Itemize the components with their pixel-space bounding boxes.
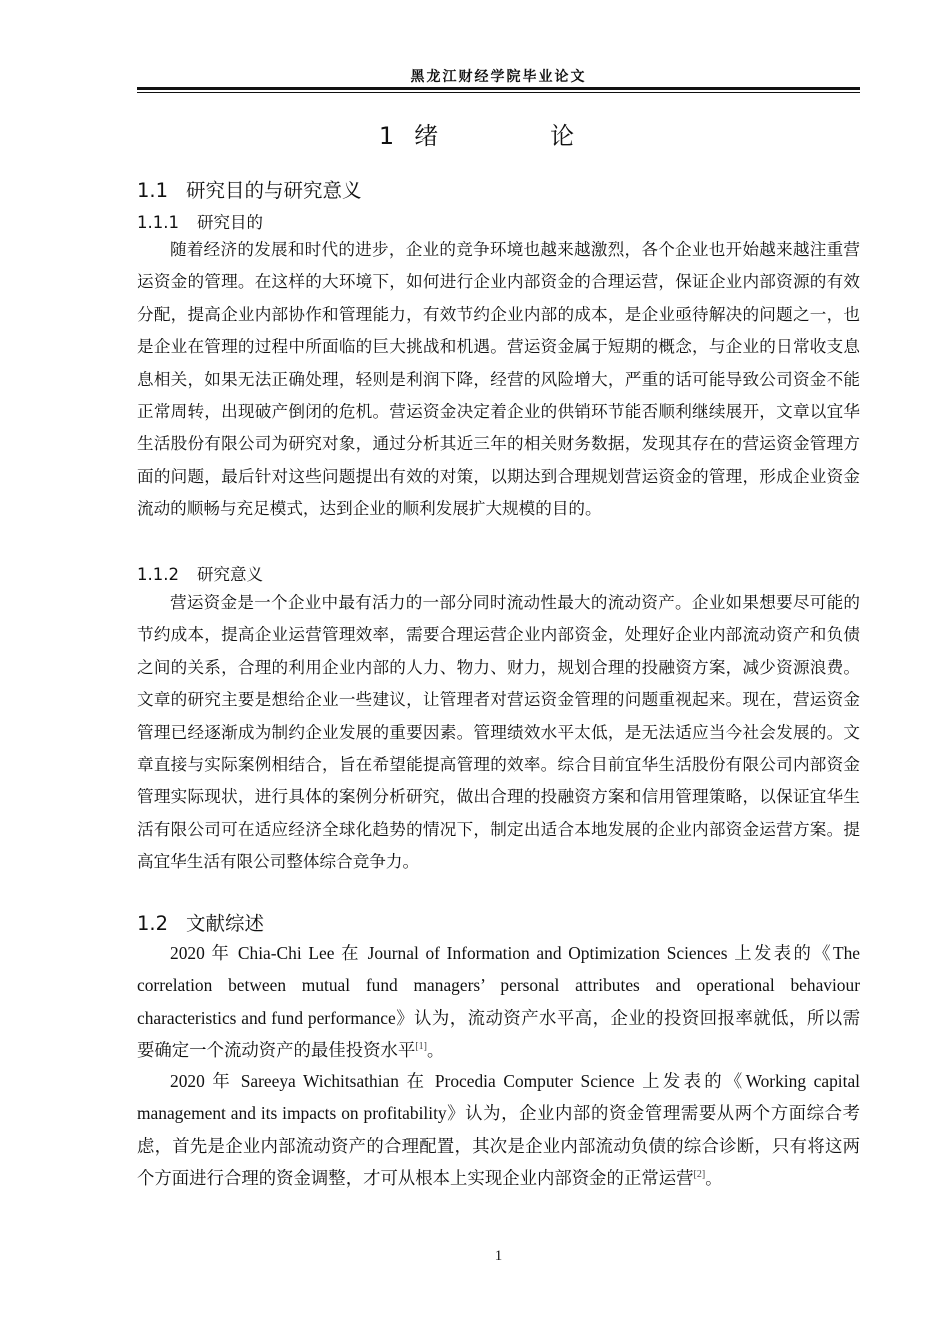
subsection-title: 研究意义 xyxy=(196,565,263,584)
subsection-title: 研究目的 xyxy=(196,213,263,232)
paragraph-research-significance: 营运资金是一个企业中最有活力的一部分同时流动性最大的流动资产。企业如果想要尽可能的节约成本，提高企业运营管理效率，需要合理运营企业内部资金，处理好企业内部流动资产和负债之间的关系，合理的利用企业内部的人力、物力、财力，规划合理的投融资方案，减少资源浪费。文章的研究主要是想给企业一些建议，让管理者对营运资金管理的问题重视起来。现在，营运资金管理已经逐渐成为制约企业发展的重要因素。管理绩效水平太低，是无法适应当今社会发展的。文章直接与实际案例相结合，旨在希望能提高管理的效率。综合目前宜华生活股份有限公司内部资金管理实际现状，进行具体的案例分析研究，做出合理的投融资方案和信用管理策略，以保证宜华生活有限公司可在适应经济全球化趋势的情况下，制定出适合本地发展的企业内部资金运营方案。提高宜华生活有限公司整体综合竞争力。 xyxy=(137,593,860,872)
literature-text: 2020 年 Sareeya Wichitsathian 在 Procedia Computer Science 上发表的《Working capital management and its impacts on profitability》认为，企业内部的资金管理需要从两个方面综合考虑，首先是企业内部流动资产的合理配置，其次是企业内部流动负债的综合诊断，只有将这两个方面进行合理的资金调整，才可从根本上实现企业内部资金的正常运营 xyxy=(137,1071,860,1189)
sentence-end: 。 xyxy=(705,1169,722,1189)
page-number: 1 xyxy=(494,1248,503,1264)
citation-ref: [1] xyxy=(415,1041,427,1053)
section-number: 1.1 xyxy=(137,179,169,202)
literature-text: 2020 年 Chia-Chi Lee 在 Journal of Information and Optimization Sciences 上发表的《The correlation between mutual fund managers’ personal attributes and operational behaviour characteristics and fund performance》认为，流动资产水平高，企业的投资回报率就低，所以需要确定一个流动资产的最佳投资水平 xyxy=(137,943,860,1061)
chapter-number: 1 xyxy=(378,122,395,150)
subsection-number: 1.1.1 xyxy=(137,213,179,232)
citation-ref: [2] xyxy=(693,1169,706,1181)
subsection-heading-1-1-1 xyxy=(137,209,263,233)
section-number: 1.2 xyxy=(137,912,169,935)
section-title: 研究目的与研究意义 xyxy=(186,179,362,202)
header-rule-thin xyxy=(137,92,860,93)
paragraph-research-purpose: 随着经济的发展和时代的进步，企业的竞争环境也越来越激烈，各个企业也开始越来越注重营运资金的管理。在这样的大环境下，如何进行企业内部资金的合理运营，保证企业内部资源的有效分配，提高企业内部协作和管理能力，有效节约企业内部的成本，是企业亟待解决的问题之一，也是企业在管理的过程中所面临的巨大挑战和机遇。营运资金属于短期的概念，与企业的日常收支息息相关，如果无法正确处理，轻则是利润下降，经营的风险增大，严重的话可能导致公司资金不能正常周转，出现破产倒闭的危机。营运资金决定着企业的供销环节能否顺利继续展开，文章以宜华生活股份有限公司为研究对象，通过分析其近三年的相关财务数据，发现其存在的营运资金管理方面的问题，最后针对这些问题提出有效的对策，以期达到合理规划营运资金的管理，形成企业资金流动的顺畅与充足模式，达到企业的顺利发展扩大规模的目的。 xyxy=(137,240,860,519)
subsection-number: 1.1.2 xyxy=(137,565,179,584)
chapter-title: 绪 论 xyxy=(414,122,619,150)
chapter-heading xyxy=(137,116,860,151)
section-heading-1-2 xyxy=(137,908,264,936)
subsection-heading-1-1-2 xyxy=(137,561,263,585)
section-heading-1-1 xyxy=(137,175,362,203)
literature-paragraph-2 xyxy=(137,1065,860,1196)
section-title: 文献综述 xyxy=(186,912,265,935)
header-rule-thick xyxy=(137,87,860,90)
literature-paragraph-1 xyxy=(137,937,860,1068)
sentence-end: 。 xyxy=(426,1041,444,1061)
running-header: 黑龙江财经学院毕业论文 xyxy=(410,69,587,85)
